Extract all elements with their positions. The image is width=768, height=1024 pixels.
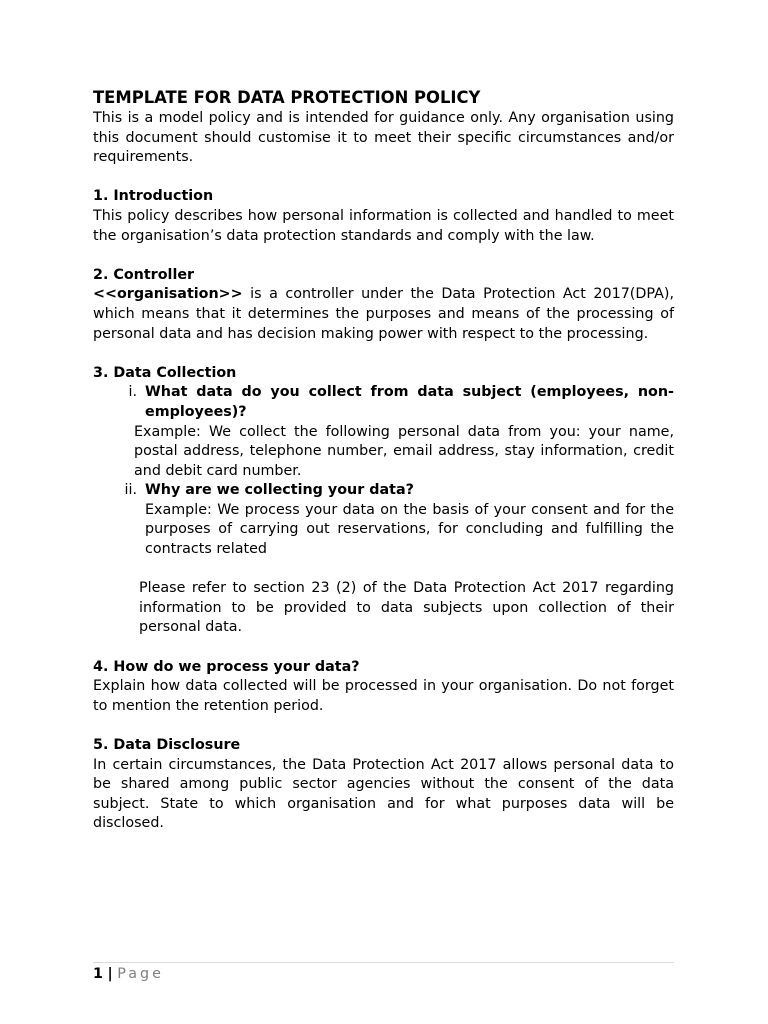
example-why-collect: Example: We process your data on the basis of your consent and for the purposes of carrying out reservations, for concluding and fulfilling the contracts related bbox=[145, 501, 674, 558]
question-why-collect: Why are we collecting your data? bbox=[145, 482, 414, 499]
list-marker-i: i. bbox=[128, 384, 137, 401]
intro-paragraph: This is a model policy and is intended for guidance only. Any organisation using this document should customise it to meet their specific circumstances and/or requirements. bbox=[93, 110, 674, 166]
list-item-i bbox=[128, 383, 674, 422]
section-processing-body: Explain how data collected will be processed in your organisation. Do not forget to mention the retention period. bbox=[93, 678, 674, 714]
section-introduction-body: This policy describes how personal information is collected and handled to meet the organisation’s data protection standards and comply with the law. bbox=[93, 207, 674, 244]
footer-separator: | bbox=[107, 966, 113, 982]
section-processing-heading: 4. How do we process your data? bbox=[93, 658, 360, 675]
page-footer bbox=[93, 962, 674, 985]
organisation-placeholder: <<organisation>> bbox=[93, 286, 243, 303]
section-introduction-heading: 1. Introduction bbox=[93, 188, 214, 205]
page-label: Page bbox=[117, 966, 164, 982]
refer-section-paragraph: Please refer to section 23 (2) of the Data Protection Act 2017 regarding information to be provided to data subjects upon collection of their personal data. bbox=[139, 580, 674, 636]
section-disclosure-heading: 5. Data Disclosure bbox=[93, 737, 241, 753]
section-data-collection-heading: 3. Data Collection bbox=[93, 364, 237, 381]
question-what-data: What data do you collect from data subject (employees, non-employees)? bbox=[145, 384, 674, 420]
example-what-data: Example: We collect the following personal data from you: your name, postal address, telephone number, email address, stay information, credit and debit card number. bbox=[134, 423, 674, 479]
list-marker-ii: ii. bbox=[124, 482, 137, 499]
section-controller-heading: 2. Controller bbox=[93, 266, 195, 283]
section-disclosure-body: In certain circumstances, the Data Protection Act 2017 allows personal data to be shared among public sector agencies without the consent of the data subject. State to which organisation and for what purposes data will be disclosed. bbox=[93, 756, 674, 832]
document-page bbox=[93, 87, 674, 834]
section-controller-body bbox=[93, 285, 674, 344]
list-item-ii bbox=[124, 481, 674, 501]
controller-text: is a controller under the Data Protection Act 2017(DPA), which means that it determines the purposes and means of the processing of personal data and has decision making power with respect to the processing. bbox=[93, 286, 674, 342]
document-title: TEMPLATE FOR DATA PROTECTION POLICY bbox=[93, 88, 481, 107]
page-number: 1 bbox=[93, 966, 103, 982]
